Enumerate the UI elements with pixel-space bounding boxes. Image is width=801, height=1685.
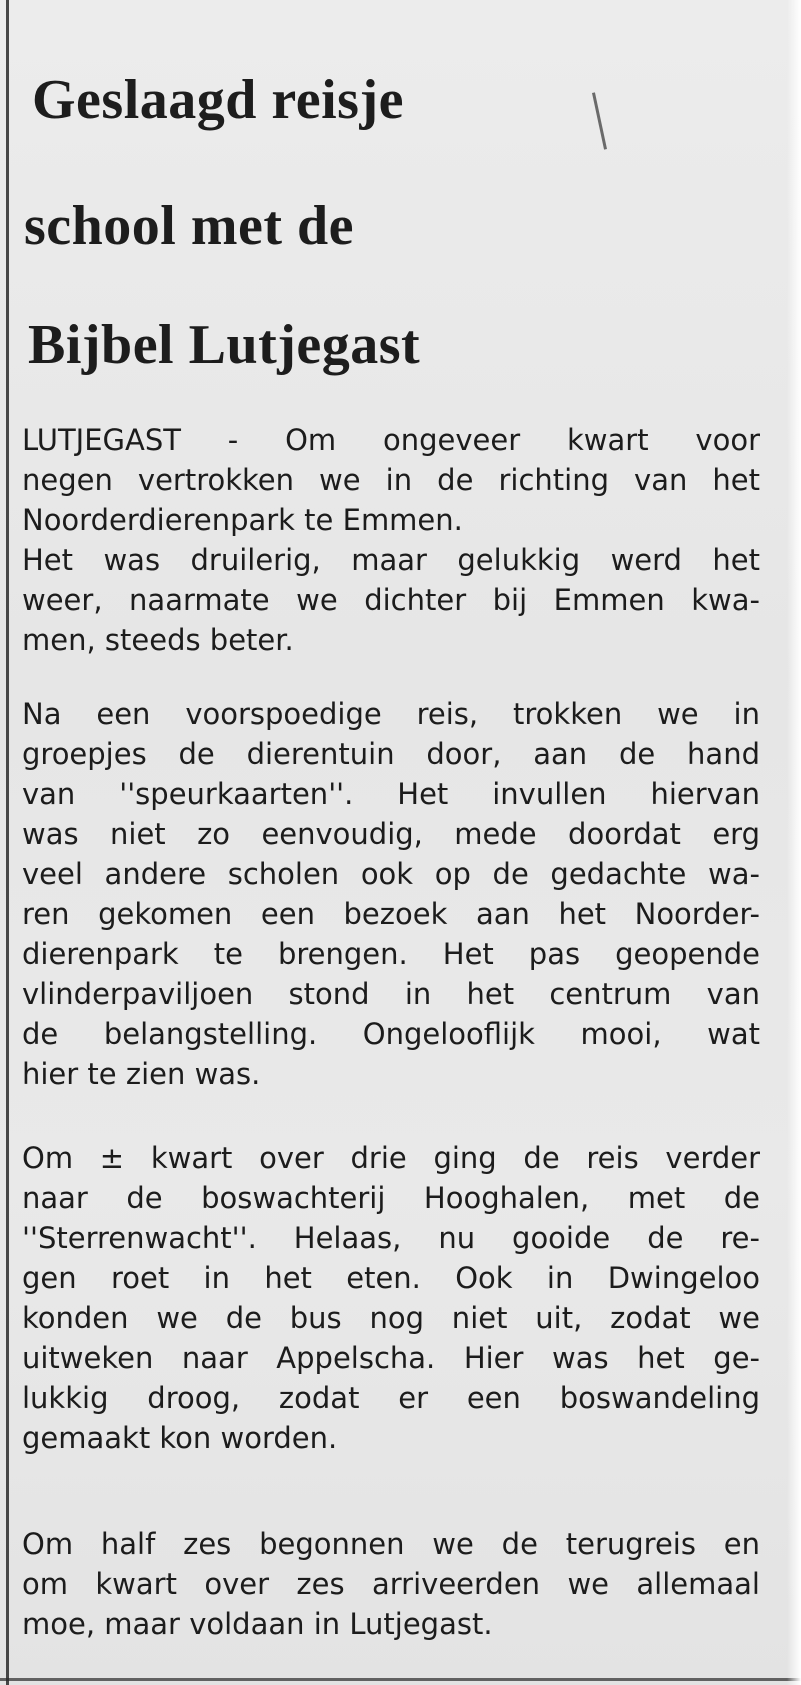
text-line: hier te zien was.: [22, 1057, 261, 1091]
text-line: lukkig droog, zodat er een boswandeling: [22, 1381, 760, 1415]
text-line: men, steeds beter.: [22, 623, 294, 657]
text-line: ren gekomen een bezoek aan het Noorder-: [22, 897, 760, 931]
text-line: groepjes de dierentuin door, aan de hand: [22, 737, 760, 771]
headline-line-1: Geslaagd reisje: [32, 69, 404, 131]
paragraph-2: [22, 694, 760, 1094]
text-line: ''Sterrenwacht''. Helaas, nu gooide de re-: [22, 1221, 760, 1255]
text-line: negen vertrokken we in de richting van het: [22, 463, 760, 497]
text-line: was niet zo eenvoudig, mede doordat erg: [22, 817, 760, 851]
paragraph-4: [22, 1524, 760, 1644]
paragraph-3: [22, 1138, 760, 1458]
text-line: dierenpark te brengen. Het pas geopende: [22, 937, 760, 971]
text-line: konden we de bus nog niet uit, zodat we: [22, 1301, 760, 1335]
text-line: de belangstelling. Ongelooflijk mooi, wat: [22, 1017, 760, 1051]
text-line: weer, naarmate we dichter bij Emmen kwa-: [22, 583, 760, 617]
text-line: Om half zes begonnen we de terugreis en: [22, 1527, 760, 1561]
text-line: van ''speurkaarten''. Het invullen hiervan: [22, 777, 760, 811]
text-line: gemaakt kon worden.: [22, 1421, 338, 1455]
headline-line-2: school met de: [24, 195, 355, 257]
headline-line-3: Bijbel Lutjegast: [28, 314, 421, 376]
text-line: gen roet in het eten. Ook in Dwingeloo: [22, 1261, 760, 1295]
text-line: naar de boswachterij Hooghalen, met de: [22, 1181, 760, 1215]
column-rule-bottom: [0, 1678, 801, 1681]
text-line: Na een voorspoedige reis, trokken we in: [22, 697, 760, 731]
column-rule-left: [6, 0, 9, 1685]
text-line: uitweken naar Appelscha. Hier was het ge-: [22, 1341, 760, 1375]
text-line: Noorderdierenpark te Emmen.: [22, 503, 463, 537]
text-line: LUTJEGAST - Om ongeveer kwart voor: [22, 423, 760, 457]
text-line: moe, maar voldaan in Lutjegast.: [22, 1607, 493, 1641]
text-line: Om ± kwart over drie ging de reis verder: [22, 1141, 760, 1175]
text-line: om kwart over zes arriveerden we allemaal: [22, 1567, 760, 1601]
scan-edge: [787, 0, 801, 1685]
paragraph-1: [22, 420, 760, 660]
text-line: veel andere scholen ook op de gedachte wa-: [22, 857, 760, 891]
text-line: Het was druilerig, maar gelukkig werd het: [22, 543, 760, 577]
text-line: vlinderpaviljoen stond in het centrum van: [22, 977, 760, 1011]
